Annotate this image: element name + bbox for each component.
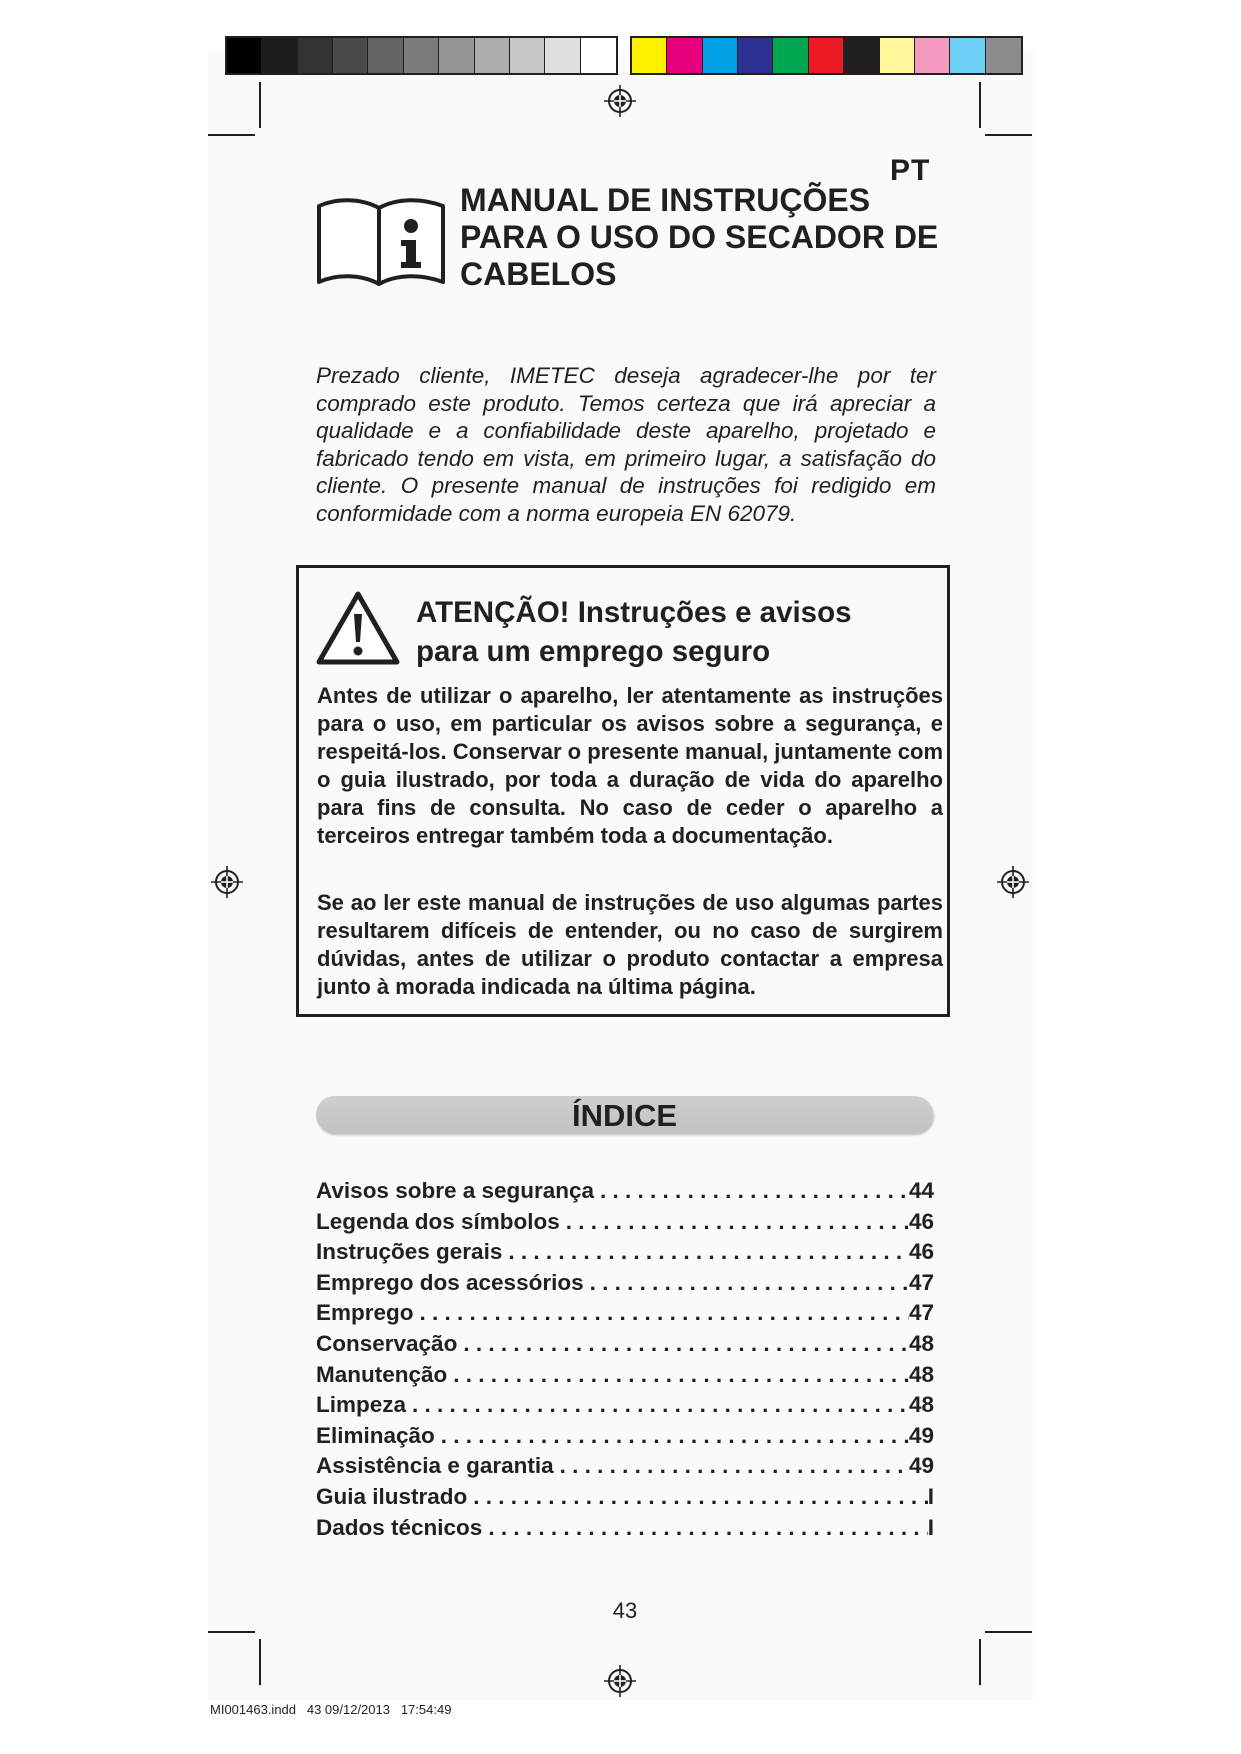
toc-entry xyxy=(316,1423,934,1454)
color-swatch xyxy=(950,38,985,73)
toc-entry-page: I xyxy=(927,1514,934,1540)
warning-paragraph: Se ao ler este manual de instruções de uso algumas partes resultarem difíceis de entender, ou no caso de surgirem dúvidas, antes de utilizar o produto contactar a empresa junto à morada indicada na última página. xyxy=(317,890,943,999)
toc-entry xyxy=(316,1178,934,1209)
color-swatch xyxy=(703,38,738,73)
toc-entry-label: Legenda dos símbolos xyxy=(316,1208,560,1234)
crop-mark xyxy=(259,1639,261,1685)
toc-entry-page: 47 xyxy=(908,1300,934,1326)
crop-mark xyxy=(985,1631,1032,1633)
color-swatch xyxy=(915,38,950,73)
toc-entry xyxy=(316,1331,934,1362)
registration-mark-icon xyxy=(996,865,1030,899)
color-swatch xyxy=(298,38,333,73)
toc-entry-page: 49 xyxy=(908,1422,934,1448)
print-slug: MI001463.indd 43 09/12/2013 17:54:49 xyxy=(210,1702,452,1717)
title-line: CABELOS xyxy=(460,256,617,292)
toc-leader-dots xyxy=(435,1423,909,1449)
toc-entry-page: I xyxy=(927,1483,934,1509)
color-swatch xyxy=(880,38,915,73)
color-swatch xyxy=(545,38,580,73)
toc-entry-label: Instruções gerais xyxy=(316,1239,503,1265)
registration-mark-icon xyxy=(603,1664,637,1698)
toc-entry-page: 48 xyxy=(908,1361,934,1387)
crop-mark xyxy=(208,1631,255,1633)
toc-entry-page: 48 xyxy=(908,1330,934,1356)
toc-leader-dots xyxy=(594,1178,909,1204)
toc-entry-label: Avisos sobre a segurança xyxy=(316,1178,595,1203)
crop-mark xyxy=(979,82,981,128)
title-line: PARA O USO DO SECADOR DE xyxy=(460,219,939,255)
warning-title-line: para um emprego seguro xyxy=(416,635,771,668)
toc-leader-dots xyxy=(584,1270,909,1296)
toc-entry-page: 47 xyxy=(908,1269,934,1295)
color-swatch xyxy=(439,38,474,73)
toc-entry-label: Emprego xyxy=(316,1300,414,1326)
color-calibration-bar xyxy=(630,36,1023,75)
toc-entry xyxy=(316,1484,934,1515)
color-swatch xyxy=(986,38,1021,73)
toc-entry-label: Guia ilustrado xyxy=(316,1483,468,1509)
toc-entry xyxy=(316,1453,934,1484)
title-line: MANUAL DE INSTRUÇÕES xyxy=(460,182,871,218)
toc-entry xyxy=(316,1362,934,1393)
color-swatch xyxy=(404,38,439,73)
language-code: PT xyxy=(890,154,931,187)
color-swatch xyxy=(809,38,844,73)
toc-entry-page: 48 xyxy=(908,1392,934,1418)
toc-entry xyxy=(316,1300,934,1331)
color-swatch xyxy=(667,38,702,73)
color-swatch xyxy=(510,38,545,73)
crop-mark xyxy=(985,134,1032,136)
toc-entry xyxy=(316,1270,934,1301)
toc-entry-page: 44 xyxy=(908,1178,934,1203)
crop-mark xyxy=(979,1639,981,1685)
registration-mark-icon xyxy=(210,865,244,899)
toc-leader-dots xyxy=(482,1515,927,1541)
index-title: ÍNDICE xyxy=(571,1098,678,1133)
color-swatch xyxy=(475,38,510,73)
color-swatch xyxy=(227,38,262,73)
warning-title xyxy=(416,593,852,671)
crop-mark xyxy=(259,82,261,128)
toc-leader-dots xyxy=(467,1484,927,1510)
toc-leader-dots xyxy=(560,1209,909,1235)
color-swatch xyxy=(368,38,403,73)
registration-mark-icon xyxy=(603,84,637,118)
toc-leader-dots xyxy=(457,1331,909,1357)
toc-entry-page: 49 xyxy=(908,1453,934,1479)
info-book-icon xyxy=(316,196,446,290)
color-swatch xyxy=(581,38,616,73)
toc-entry-label: Assistência e garantia xyxy=(316,1453,554,1479)
toc-leader-dots xyxy=(502,1239,909,1265)
intro-paragraph: Prezado cliente, IMETEC deseja agradecer-lhe por ter comprado este produto. Temos certeza que irá apreciar a qualidade e a confiabilidade deste aparelho, projetado e fabricado tendo em vista, em primeiro lugar, a satisfação do cliente. O presente manual de instruções foi redigido em conformidade com a norma europeia EN 62079. xyxy=(316,363,936,526)
page-number: 43 xyxy=(612,1598,638,1623)
safety-warning-box xyxy=(296,565,950,1017)
color-swatch xyxy=(773,38,808,73)
toc-entry-page: 46 xyxy=(908,1208,934,1234)
toc-entry xyxy=(316,1515,934,1546)
table-of-contents xyxy=(316,1178,934,1545)
toc-entry xyxy=(316,1392,934,1423)
toc-entry-page: 46 xyxy=(908,1239,934,1265)
warning-paragraph: Antes de utilizar o aparelho, ler atentamente as instruções para o uso, em particular os avisos sobre a segurança, e respeitá-los. Conservar o presente manual, juntamente com o guia ilustrado, por toda a duração de vida do aparelho para fins de consulta. No caso de ceder o aparelho a terceiros entregar também toda a documentação. xyxy=(317,683,943,848)
toc-entry-label: Eliminação xyxy=(316,1422,435,1448)
warning-triangle-icon xyxy=(316,590,400,666)
toc-leader-dots xyxy=(406,1392,909,1418)
grayscale-calibration-bar xyxy=(225,36,618,75)
toc-entry xyxy=(316,1209,934,1240)
toc-leader-dots xyxy=(447,1362,909,1388)
toc-entry-label: Emprego dos acessórios xyxy=(316,1269,584,1295)
color-swatch xyxy=(844,38,879,73)
color-swatch xyxy=(738,38,773,73)
toc-entry-label: Conservação xyxy=(316,1330,458,1356)
color-swatch xyxy=(632,38,667,73)
toc-leader-dots xyxy=(554,1453,909,1479)
crop-mark xyxy=(208,134,255,136)
toc-entry-label: Dados técnicos xyxy=(316,1514,483,1540)
color-swatch xyxy=(262,38,297,73)
toc-leader-dots xyxy=(414,1300,909,1326)
toc-entry xyxy=(316,1239,934,1270)
toc-entry-label: Limpeza xyxy=(316,1392,407,1418)
color-swatch xyxy=(333,38,368,73)
manual-title xyxy=(460,182,940,293)
warning-title-line: ATENÇÃO! Instruções e avisos xyxy=(416,596,852,629)
toc-entry-label: Manutenção xyxy=(316,1361,448,1387)
